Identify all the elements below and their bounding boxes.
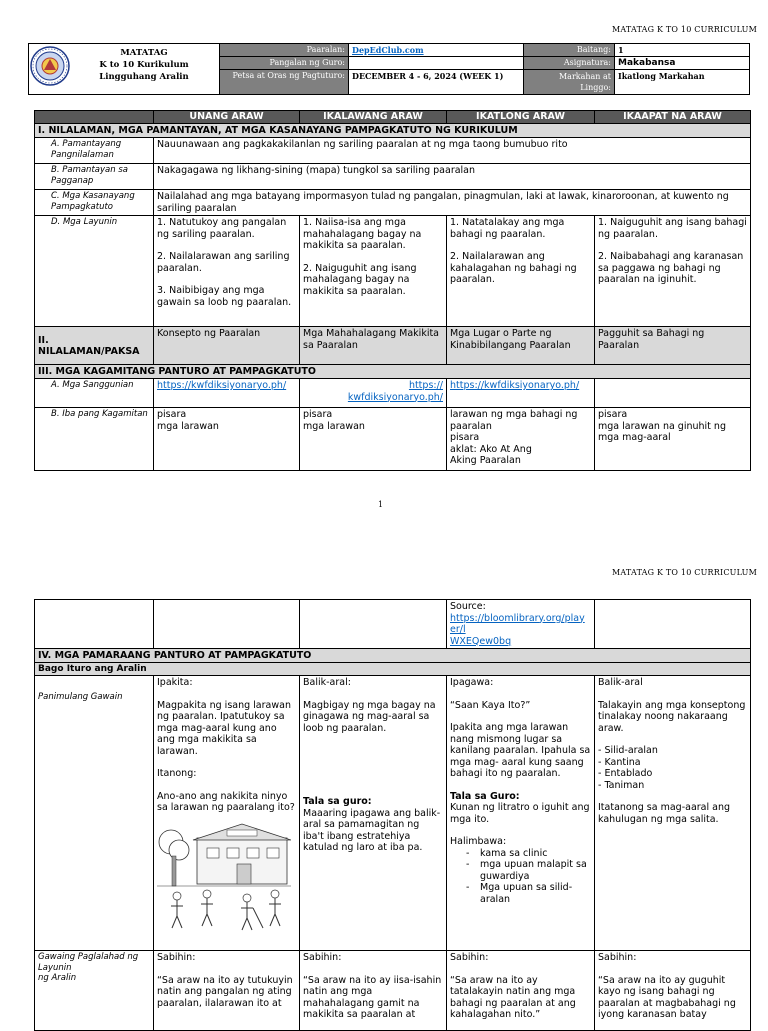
header-title-1: MATATAG bbox=[120, 48, 168, 58]
page-number: 1 bbox=[378, 500, 384, 509]
sanggunian-link-day3[interactable]: https://kwfdiksiyonaryo.ph/ bbox=[450, 380, 580, 391]
header-title-cell bbox=[29, 44, 220, 95]
objectives-day4: 1. Naiguguhit ang isang bahagi ng paaralan. 2. Naibabahagi ang karanasan sa paggawa ng bahagi ng paaralan na iginuhit. bbox=[595, 216, 751, 327]
guro-label: Pangalan ng Guro: bbox=[220, 57, 349, 70]
day-header-4: IKAAPAT NA ARAW bbox=[595, 111, 751, 124]
header-table bbox=[28, 43, 750, 95]
markahan-value: Ikatlong Markahan bbox=[615, 70, 750, 95]
kagamitan-day2: pisara mga larawan bbox=[300, 408, 447, 471]
sanggunian-label: A. Mga Sanggunian bbox=[35, 379, 154, 408]
sanggunian-link-day1[interactable]: https://kwfdiksiyonaryo.ph/ bbox=[157, 380, 287, 391]
source-link[interactable]: https://bloomlibrary.org/play er/l WXEQew0bq bbox=[450, 612, 585, 647]
row-b-text: Nakagagawa ng likhang-sining (mapa) tungkol sa sariling paaralan bbox=[154, 164, 751, 190]
running-header: MATATAG K TO 10 CURRICULUM bbox=[612, 25, 758, 34]
running-header-page2: MATATAG K TO 10 CURRICULUM bbox=[612, 568, 758, 577]
section-3-heading: III. MGA KAGAMITANG PANTURO AT PAMPAGKATUTO bbox=[35, 365, 751, 379]
source-cell: Source: https://bloomlibrary.org/play er/l WXEQew0bq bbox=[447, 600, 595, 649]
header-title-3: Lingguhang Aralin bbox=[99, 72, 189, 82]
lesson-table-page2 bbox=[34, 599, 751, 1031]
row-b-label: B. Pamantayan sa Pagganap bbox=[35, 164, 154, 190]
petsa-value: DECEMBER 4 - 6, 2024 (WEEK 1) bbox=[349, 70, 524, 95]
objectives-day1: 1. Natutukoy ang pangalan ng sariling paaralan. 2. Nailalarawan ang sariling paaralan. 3. Naibibigay ang mga gawain sa loob ng paaralan. bbox=[154, 216, 300, 327]
topic-day3: Mga Lugar o Parte ng Kinabibilangang Paaralan bbox=[447, 327, 595, 365]
panimula-day4: Balik-aral Talakayin ang mga konseptong tinalakay noong nakaraang araw. - Silid-aralan - Kantina - Entablado - Taniman Itatanong sa mag-aaral ang kahulugan ng mga salita. bbox=[595, 676, 751, 951]
section-4-heading: IV. MGA PAMARAANG PANTURO AT PAMPAGKATUTO bbox=[35, 649, 751, 663]
bago-ituro-heading: Bago Ituro ang Aralin bbox=[35, 663, 751, 676]
row-a-text: Nauunawaan ang pagkakakilanlan ng sariling paaralan at ng mga taong bumubuo rito bbox=[154, 138, 751, 164]
row-d-label: D. Mga Layunin bbox=[35, 216, 154, 327]
section-2-heading: II. NILALAMAN/PAKSA bbox=[35, 327, 154, 365]
lesson-table-page1 bbox=[34, 110, 751, 471]
day-header-3: IKATLONG ARAW bbox=[447, 111, 595, 124]
row-c-text: Nailalahad ang mga batayang impormasyon tulad ng pangalan, pinagmulan, laki at lawak, kinaroroonan, at kuwento ng sariling paaralan bbox=[154, 190, 751, 216]
day-header-2: IKALAWANG ARAW bbox=[300, 111, 447, 124]
topic-day2: Mga Mahahalagang Makikita sa Paaralan bbox=[300, 327, 447, 365]
paaralan-label: Paaralan: bbox=[220, 44, 349, 57]
paaralan-value-link[interactable]: DepEdClub.com bbox=[352, 45, 424, 55]
guro-value bbox=[349, 57, 524, 70]
section-1-heading: I. NILALAMAN, MGA PAMANTAYAN, AT MGA KASANAYANG PAMPAGKATUTO NG KURIKULUM bbox=[35, 124, 751, 138]
kagamitan-day4: pisara mga larawan na ginuhit ng mga mag-aaral bbox=[595, 408, 751, 471]
sanggunian-link-day2[interactable]: https:// kwfdiksiyonaryo.ph/ bbox=[347, 380, 443, 403]
asignatura-label: Asignatura: bbox=[524, 57, 615, 70]
topic-day1: Konsepto ng Paaralan bbox=[154, 327, 300, 365]
objectives-day3: 1. Natatalakay ang mga bahagi ng paaralan. 2. Nailalarawan ang kahalagahan ng bahagi ng paaralan. bbox=[447, 216, 595, 327]
kagamitan-day3: larawan ng mga bahagi ng paaralan pisara aklat: Ako At Ang Aking Paaralan bbox=[447, 408, 595, 471]
paglalahad-day4: Sabihin: “Sa araw na ito ay guguhit kayo ng isang bahagi ng paaralan at magbabahagi ng iyong karanasan batay bbox=[595, 951, 751, 1031]
objectives-day2: 1. Naiisa-isa ang mga mahahalagang bagay na makikita sa paaralan. 2. Naiguguhit ang isang mahalagang bagay na makikita sa paaralan. bbox=[300, 216, 447, 327]
topic-day4: Pagguhit sa Bahagi ng Paaralan bbox=[595, 327, 751, 365]
asignatura-value: Makabansa bbox=[615, 57, 750, 70]
day-header-1: UNANG ARAW bbox=[154, 111, 300, 124]
panimulang-gawain-label: Panimulang Gawain bbox=[35, 676, 154, 951]
panimula-day3: Ipagawa: “Saan Kaya Ito?” Ipakita ang mga larawan nang mismong lugar sa kanilang paaralan. Ipahula sa mga mag- aaral kung saang bahagi ito ng paaralan. Tala sa Guro: Kunan ng litratro o iguhit ang mga ito. Halimbawa: - kama sa clinic - mga upuan malapit sa guwardiya - Mga upuan sa silid- aralan bbox=[447, 676, 595, 951]
markahan-label: Markahan at Linggo: bbox=[524, 70, 615, 95]
paglalahad-day3: Sabihin: “Sa araw na ito ay tatalakayin natin ang mga bahagi ng paaralan at ang kahalagahan nito.” bbox=[447, 951, 595, 1031]
paglalahad-day1: Sabihin: “Sa araw na ito ay tutukuyin natin ang pangalan ng ating paaralan, ilalarawan ito at bbox=[154, 951, 300, 1031]
panimula-day1: Ipakita: Magpakita ng isang larawan ng paaralan. Ipatutukoy sa mga mag-aaral kung ano ang mga makikita sa larawan. Itanong: Ano-ano ang nakikita ninyo sa larawan ng paaralang ito? bbox=[154, 676, 300, 951]
baitang-value: 1 bbox=[615, 44, 750, 57]
paglalahad-day2: Sabihin: “Sa araw na ito ay iisa-isahin natin ang mga mahahalagang gamit na makikita sa paaralan at bbox=[300, 951, 447, 1031]
kagamitan-label: B. Iba pang Kagamitan bbox=[35, 408, 154, 471]
panimula-day2: Balik-aral: Magbigay ng mga bagay na ginagawa ng mag-aaral sa loob ng paaralan. Tala sa guro: Maaaring ipagawa ang balik- aral sa pamamagitan ng iba't ibang estratehiya katulad ng laro at iba pa. bbox=[300, 676, 447, 951]
row-c-label: C. Mga Kasanayang Pampagkatuto bbox=[35, 190, 154, 216]
row-a-label: A. Pamantayang Pangnilalaman bbox=[35, 138, 154, 164]
baitang-label: Baitang: bbox=[524, 44, 615, 57]
school-illustration bbox=[157, 820, 296, 936]
petsa-label: Petsa at Oras ng Pagtuturo: bbox=[220, 70, 349, 95]
paglalahad-label: Gawaing Paglalahad ng Layunin ng Aralin bbox=[35, 951, 154, 1031]
kagamitan-day1: pisara mga larawan bbox=[154, 408, 300, 471]
header-title-2: K to 10 Kurikulum bbox=[99, 60, 189, 70]
